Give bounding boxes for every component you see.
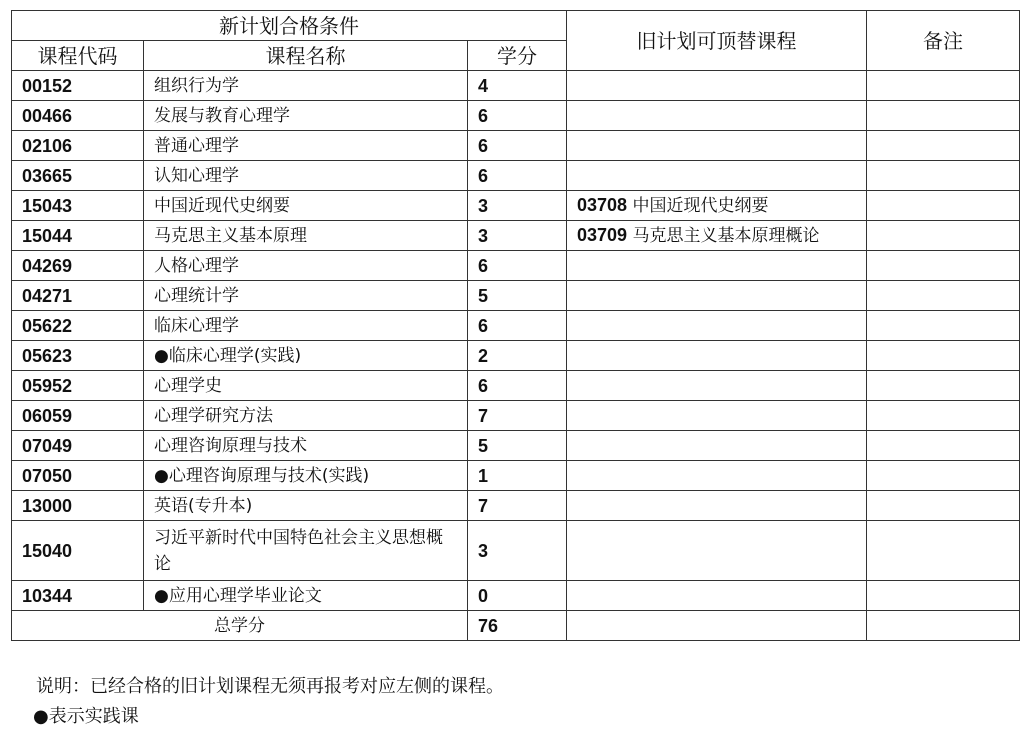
course-credit: 5 xyxy=(468,281,567,311)
old-course xyxy=(567,131,867,161)
remark-cell xyxy=(867,521,1020,581)
course-name: 中国近现代史纲要 xyxy=(144,191,468,221)
course-code: 03665 xyxy=(12,161,144,191)
course-name: 心理学研究方法 xyxy=(144,401,468,431)
course-code: 13000 xyxy=(12,491,144,521)
remark-cell xyxy=(867,251,1020,281)
total-remark-cell xyxy=(867,611,1020,641)
remark-cell xyxy=(867,491,1020,521)
old-course xyxy=(567,371,867,401)
old-course xyxy=(567,461,867,491)
course-code: 15044 xyxy=(12,221,144,251)
course-credit: 7 xyxy=(468,491,567,521)
table-row xyxy=(12,371,1020,401)
course-code: 07049 xyxy=(12,431,144,461)
old-course xyxy=(567,521,867,581)
remark-cell xyxy=(867,311,1020,341)
course-credit: 6 xyxy=(468,131,567,161)
old-course-name: 中国近现代史纲要 xyxy=(632,196,769,216)
course-credit: 6 xyxy=(468,101,567,131)
course-name: 心理学史 xyxy=(144,371,468,401)
course-code: 10344 xyxy=(12,581,144,611)
course-credit: 5 xyxy=(468,431,567,461)
remark-cell xyxy=(867,131,1020,161)
table-row xyxy=(12,191,1020,221)
course-credit: 1 xyxy=(468,461,567,491)
course-credit: 7 xyxy=(468,401,567,431)
course-name: 普通心理学 xyxy=(144,131,468,161)
old-course xyxy=(567,311,867,341)
remark-cell xyxy=(867,341,1020,371)
table-row xyxy=(12,281,1020,311)
old-course xyxy=(567,221,867,251)
table-row xyxy=(12,521,1020,581)
course-name: 组织行为学 xyxy=(144,71,468,101)
header-new-plan: 新计划合格条件 xyxy=(12,11,567,41)
old-course xyxy=(567,581,867,611)
table-row xyxy=(12,461,1020,491)
course-code: 02106 xyxy=(12,131,144,161)
course-name: ●应用心理学毕业论文 xyxy=(144,581,468,611)
remark-cell xyxy=(867,221,1020,251)
table-row xyxy=(12,251,1020,281)
course-name: ●临床心理学(实践) xyxy=(144,341,468,371)
course-code: 00466 xyxy=(12,101,144,131)
old-course xyxy=(567,251,867,281)
remark-cell xyxy=(867,431,1020,461)
header-old-plan: 旧计划可顶替课程 xyxy=(567,11,867,71)
course-code: 07050 xyxy=(12,461,144,491)
course-credit: 0 xyxy=(468,581,567,611)
table-row xyxy=(12,581,1020,611)
old-course xyxy=(567,161,867,191)
course-code: 04271 xyxy=(12,281,144,311)
table-row xyxy=(12,311,1020,341)
table-row xyxy=(12,161,1020,191)
table-row xyxy=(12,221,1020,251)
table-row xyxy=(12,431,1020,461)
remark-cell xyxy=(867,281,1020,311)
note-explanation: 说明：已经合格的旧计划课程无须再报考对应左侧的课程。 xyxy=(36,676,504,697)
course-name: 马克思主义基本原理 xyxy=(144,221,468,251)
course-code: 15040 xyxy=(12,521,144,581)
course-name: 习近平新时代中国特色社会主义思想概论 xyxy=(144,521,468,581)
course-name: 心理咨询原理与技术 xyxy=(144,431,468,461)
remark-cell xyxy=(867,581,1020,611)
header-credit: 学分 xyxy=(468,41,567,71)
remark-cell xyxy=(867,71,1020,101)
header-name: 课程名称 xyxy=(144,41,468,71)
course-code: 15043 xyxy=(12,191,144,221)
course-name: 人格心理学 xyxy=(144,251,468,281)
remark-cell xyxy=(867,161,1020,191)
table-row xyxy=(12,341,1020,371)
course-credit: 3 xyxy=(468,521,567,581)
old-course xyxy=(567,491,867,521)
course-code: 06059 xyxy=(12,401,144,431)
course-name: 认知心理学 xyxy=(144,161,468,191)
course-credit: 6 xyxy=(468,371,567,401)
total-row xyxy=(12,611,1020,641)
old-course xyxy=(567,431,867,461)
total-old-cell xyxy=(567,611,867,641)
total-label: 总学分 xyxy=(12,611,468,641)
course-credit: 3 xyxy=(468,221,567,251)
course-name: ●心理咨询原理与技术(实践) xyxy=(144,461,468,491)
course-code: 05622 xyxy=(12,311,144,341)
table-row xyxy=(12,101,1020,131)
course-credit: 3 xyxy=(468,191,567,221)
old-course-name: 马克思主义基本原理概论 xyxy=(632,226,820,246)
course-credit: 4 xyxy=(468,71,567,101)
course-code: 00152 xyxy=(12,71,144,101)
old-course xyxy=(567,401,867,431)
old-course xyxy=(567,71,867,101)
old-course xyxy=(567,341,867,371)
note-practice-legend: ●表示实践课 xyxy=(33,706,139,727)
old-course xyxy=(567,191,867,221)
header-remark: 备注 xyxy=(867,11,1020,71)
course-name: 心理统计学 xyxy=(144,281,468,311)
course-name: 临床心理学 xyxy=(144,311,468,341)
remark-cell xyxy=(867,371,1020,401)
course-name: 发展与教育心理学 xyxy=(144,101,468,131)
remark-cell xyxy=(867,101,1020,131)
course-credit: 6 xyxy=(468,311,567,341)
header-code: 课程代码 xyxy=(12,41,144,71)
table-row xyxy=(12,71,1020,101)
course-table xyxy=(11,10,1020,641)
table-row xyxy=(12,401,1020,431)
course-credit: 2 xyxy=(468,341,567,371)
course-code: 04269 xyxy=(12,251,144,281)
table-row xyxy=(12,491,1020,521)
course-code: 05623 xyxy=(12,341,144,371)
remark-cell xyxy=(867,401,1020,431)
table-row xyxy=(12,131,1020,161)
old-course xyxy=(567,101,867,131)
total-value: 76 xyxy=(468,611,567,641)
old-course-code: 03708 xyxy=(577,195,628,215)
course-credit: 6 xyxy=(468,251,567,281)
course-credit: 6 xyxy=(468,161,567,191)
remark-cell xyxy=(867,191,1020,221)
old-course-code: 03709 xyxy=(577,225,628,245)
remark-cell xyxy=(867,461,1020,491)
course-code: 05952 xyxy=(12,371,144,401)
course-name: 英语(专升本) xyxy=(144,491,468,521)
old-course xyxy=(567,281,867,311)
